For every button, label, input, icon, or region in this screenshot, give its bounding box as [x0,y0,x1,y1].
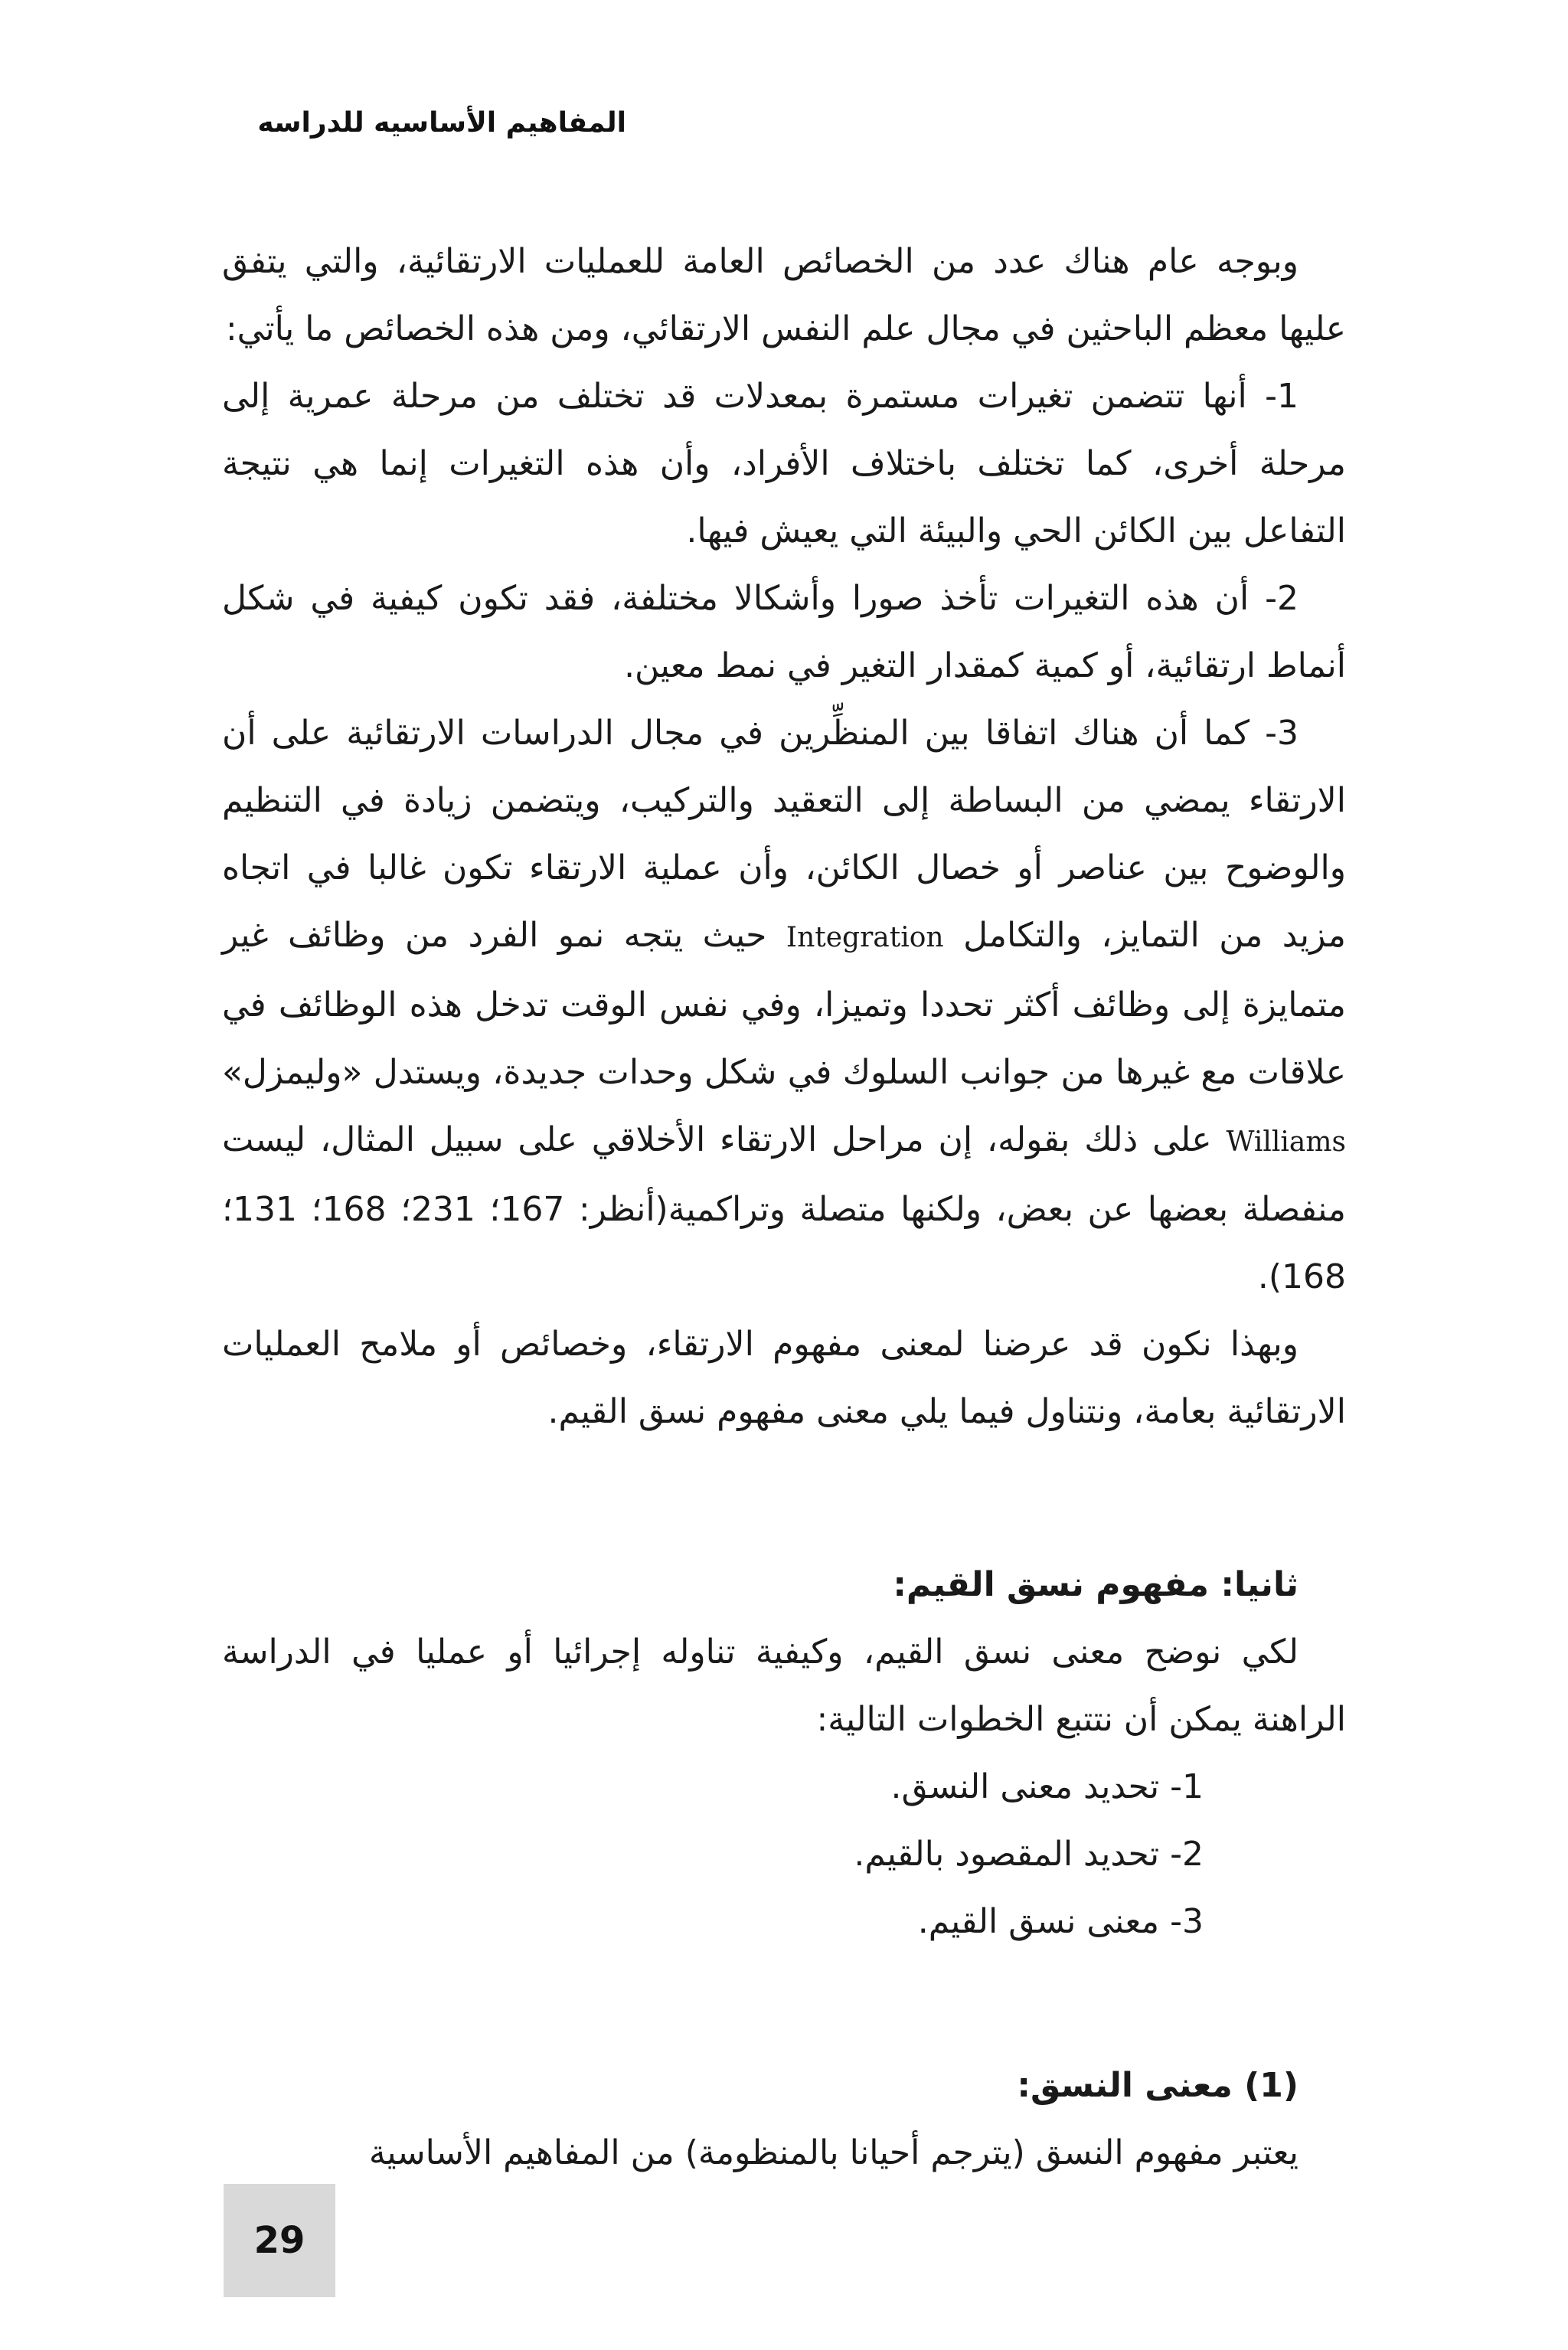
paragraph-general-characteristics: وبوجه عام هناك عدد من الخصائص العامة للعمليات الارتقائية، والتي يتفق عليها معظم الباحثين في مجال علم النفس الارتقائي، ومن هذه الخصائص ما يأتي: [222,242,1346,348]
characteristic-item-3 [222,700,1346,1311]
term-integration: Integration [786,922,944,953]
step-item-1: 1- تحديد معنى النسق. [890,1767,1204,1806]
section-spacer [222,1446,1346,1551]
term-williams: Williams [1226,1126,1346,1158]
paragraph-system-meaning: يعتبر مفهوم النسق (يترجم أحيانا بالمنظومة) من المفاهيم الأساسية [368,2133,1298,2172]
characteristic-item-3-part-a: 3- كما أن هناك اتفاقا بين المنظِّرين في مجال الدراسات الارتقائية على أن الارتقاء يمضي من البساطة إلى التعقيد والتركيب، ويتضمن زيادة في التنظيم والوضوح بين عناصر أو خصال الكائن، وأن عملية الارتقاء تكون غالبا في اتجاه مزيد من التمايز، والتكامل [222,714,1346,955]
characteristic-item-3-part-c: على ذلك بقوله، إن مراحل الارتقاء الأخلاقي على سبيل المثال، ليست منفصلة بعضها عن بعض، ولكنها متصلة وتراكمية(أنظر: 167؛ 231؛ 168؛ 131؛ 168). [222,1120,1346,1296]
characteristic-item-2: 2- أن هذه التغيرات تأخذ صورا وأشكالا مختلفة، فقد تكون كيفية في شكل أنماط ارتقائية، أو كمية كمقدار التغير في نمط معين. [222,579,1346,685]
section-heading-value-system: ثانيا: مفهوم نسق القيم: [893,1565,1298,1604]
body-text [222,228,1346,2187]
running-head-title: المفاهيم الأساسيه للدراسه [257,107,626,139]
paragraph-value-system-intro: لكي نوضح معنى نسق القيم، وكيفية تناوله إجرائيا أو عمليا في الدراسة الراهنة يمكن أن نتتبع الخطوات التالية: [222,1633,1346,1739]
page-number-box [224,2184,335,2297]
characteristic-item-1: 1- أنها تتضمن تغيرات مستمرة بمعدلات قد تختلف من مرحلة عمرية إلى مرحلة أخرى، كما تختلف باختلاف الأفراد، وأن هذه التغيرات إنما هي نتيجة التفاعل بين الكائن الحي والبيئة التي يعيش فيها. [222,377,1346,551]
subsection-heading-system-meaning: (1) معنى النسق: [1017,2066,1298,2105]
step-item-2: 2- تحديد المقصود بالقيم. [854,1835,1204,1874]
characteristic-item-3-part-b: حيث يتجه نمو الفرد من وظائف غير متمايزة إلى وظائف أكثر تحددا وتميزا، وفي نفس الوقت تدخل هذه الوظائف في علاقات مع غيرها من جوانب السلوك في شكل وحدات جديدة، ويستدل «وليمزل» [222,916,1346,1092]
step-item-3: 3- معنى نسق القيم. [917,1902,1204,1941]
section-spacer [222,1956,1346,2052]
paragraph-transition: وبهذا نكون قد عرضنا لمعنى مفهوم الارتقاء، وخصائص أو ملامح العمليات الارتقائية بعامة، ونتناول فيما يلي معنى مفهوم نسق القيم. [222,1325,1346,1431]
page-number: 29 [253,2219,305,2262]
